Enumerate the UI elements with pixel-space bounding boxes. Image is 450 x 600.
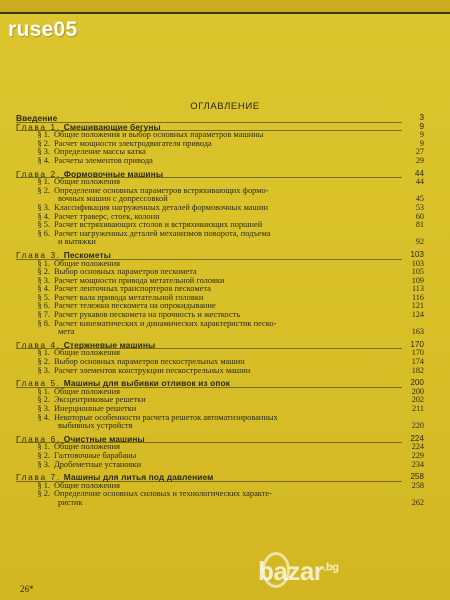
page-top-edge	[0, 0, 450, 14]
chapter-number: Глава 3.	[16, 249, 61, 260]
toc-entry-title: Выбор основных параметров пескомета	[54, 267, 197, 277]
toc-page-number: 211	[412, 404, 424, 413]
section-number: § 5.	[37, 292, 50, 302]
section-number: § 1.	[37, 258, 50, 268]
section-number: § 3.	[37, 404, 50, 413]
toc-entry-title: Определение массы катка	[54, 147, 146, 157]
toc-page-number: 9	[419, 121, 424, 131]
toc-entry-title: Некоторые особенности расчета решеток автоматизированных	[54, 412, 278, 422]
section-number: § 4.	[37, 284, 50, 294]
toc-entry-title: Расчет мощности привода метательной головки	[54, 275, 225, 285]
toc-section-row	[16, 422, 440, 431]
toc-entry-title: Определение основных силовых и технологических характе-	[54, 489, 272, 499]
toc-entry-title: Общие положения	[54, 442, 120, 452]
section-number: § 2.	[37, 489, 50, 499]
toc-page-number: 234	[411, 459, 424, 469]
toc-entry-title: Расчет тележки пескомета на опрокидывание	[54, 301, 216, 311]
toc-page-number: 113	[412, 284, 424, 294]
toc-page-number: 109	[411, 275, 424, 285]
toc-section-row	[16, 238, 440, 247]
section-number: § 1.	[37, 480, 50, 490]
toc-entry-title: Эксцентриковые решетки	[54, 395, 146, 405]
toc-page-number: 27	[415, 147, 424, 157]
toc-page-number: 29	[415, 155, 424, 165]
toc-page-number: 200	[410, 378, 424, 388]
toc-entry-title: Очистные машины	[63, 433, 145, 444]
toc-entry-title: Введение	[16, 113, 58, 123]
toc-page-number: 262	[411, 497, 424, 507]
toc-entry-title: Стержневые машины	[63, 339, 156, 350]
toc-page-number: 45	[415, 194, 424, 204]
section-number: § 2.	[37, 267, 50, 277]
section-number: § 3.	[37, 275, 50, 285]
section-number: § 1.	[37, 348, 50, 358]
toc-section-row	[16, 367, 440, 376]
toc-page-number: 121	[411, 301, 424, 311]
toc-entry-title: Дробеметные установки	[54, 459, 142, 469]
toc-entry-title: Смешивающие бегуны	[63, 121, 161, 132]
watermark	[258, 556, 338, 587]
chapter-number: Глава 7.	[16, 472, 61, 483]
toc-entry-title: Машины для литья под давлением	[63, 472, 214, 483]
toc-entry-title: Общие положения	[54, 258, 120, 268]
toc-page-number: 44	[414, 168, 424, 178]
section-number: § 4.	[37, 211, 50, 221]
toc-page-number: 44	[415, 177, 424, 187]
toc-entry-title: Классификация нагруженных деталей формовочных машин	[54, 202, 268, 212]
section-number: § 7.	[37, 310, 50, 320]
toc-page-number: 53	[415, 202, 424, 212]
section-number: § 6.	[37, 301, 50, 311]
section-number: § 4.	[37, 155, 50, 165]
section-number: § 1.	[37, 130, 50, 140]
toc-entry-title: Расчет нагруженных деталей механизмов поворота, подъема	[54, 228, 271, 238]
toc-page-number: 200	[411, 386, 424, 396]
toc-entry-title: Инерционные решетки	[54, 404, 137, 413]
toc-section-row	[16, 461, 440, 470]
section-number: § 2.	[37, 138, 50, 148]
section-number: § 3.	[37, 202, 50, 212]
section-number: § 1.	[37, 177, 50, 187]
toc-entry-title: Выбор основных параметров пескострельных машин	[54, 357, 245, 367]
table-of-contents	[16, 114, 440, 508]
toc-entry-title: Общие положения и выбор основных параметров машины	[54, 130, 264, 140]
chapter-number: Глава 6.	[16, 433, 61, 444]
toc-page-number: 105	[411, 267, 424, 277]
toc-page-number: 258	[411, 480, 424, 490]
toc-entry-title: Расчеты элементов привода	[54, 155, 153, 165]
toc-page-number: 170	[411, 348, 424, 358]
section-number: § 2.	[37, 395, 50, 405]
section-number: § 4.	[37, 412, 50, 422]
toc-page-number: 103	[411, 258, 424, 268]
toc-entry-title: Галтовочные барабаны	[54, 450, 137, 460]
toc-entry-title: Машины для выбивки отливок из опок	[63, 378, 230, 389]
toc-page-number: 182	[411, 365, 424, 375]
chapter-number: Глава 1.	[16, 121, 61, 132]
toc-entry-title: Расчет встряхивающих столов и встряхивающих поршней	[54, 220, 263, 230]
section-number: § 8.	[37, 318, 50, 328]
toc-entry-title: Расчет вала привода метательной головки	[54, 292, 204, 302]
toc-entry-title: Расчет мощности электродвигателя привода	[54, 138, 212, 148]
toc-page-number: 9	[419, 138, 424, 148]
toc-entry-title: Расчет элементов конструкции пескострельных машин	[54, 365, 251, 375]
toc-page-number: 220	[411, 421, 424, 431]
toc-entry-title: Расчет ленточных транспортеров пескомета	[54, 284, 211, 294]
toc-entry-title: Общие положения	[54, 348, 120, 358]
chapter-number: Глава 2.	[16, 168, 61, 179]
page-footer-number: 26*	[20, 584, 34, 594]
toc-entry-title: выбивных устройств	[58, 421, 133, 431]
toc-entry-title: Общие положения	[54, 177, 120, 187]
section-number: § 2.	[37, 450, 50, 460]
toc-page-number: 3	[419, 113, 424, 122]
watermark-text: bazar	[258, 556, 324, 586]
toc-entry-title: Расчет кинематических и динамических характеристик песко-	[54, 318, 277, 328]
toc-section-row	[16, 320, 440, 329]
chapter-number: Глава 5.	[16, 378, 61, 389]
toc-page-number: 224	[411, 442, 424, 452]
toc-page-number: 163	[411, 327, 424, 337]
toc-entry-title: вочных машин с допрессовкой	[58, 194, 168, 204]
toc-entry-title: Расчет траверс, стоек, колонн	[54, 211, 160, 221]
toc-section-row	[16, 499, 440, 508]
toc-page-number: 9	[419, 130, 424, 140]
toc-page-number: 224	[410, 433, 424, 443]
toc-entry-title: Определение основных параметров встряхивающих формо-	[54, 185, 269, 195]
toc-entry-title: Расчет рукавов пескомета на прочность и жесткость	[54, 310, 241, 320]
section-number: § 3.	[37, 147, 50, 157]
watermark-suffix: .bg	[323, 561, 339, 574]
toc-page-number: 103	[410, 249, 424, 259]
toc-entry-title: Общие положения	[54, 386, 120, 396]
toc-entry-title: ристик	[58, 497, 83, 507]
section-number: § 3.	[37, 459, 50, 469]
toc-entry-title: мета	[58, 327, 75, 337]
section-number: § 1.	[37, 442, 50, 452]
section-number: § 1.	[37, 386, 50, 396]
toc-page-number: 81	[415, 220, 424, 230]
toc-entry-title: Пескометы	[63, 249, 111, 260]
toc-page-number: 170	[410, 339, 424, 349]
chapter-number: Глава 4.	[16, 339, 61, 350]
toc-entry-title: и вытяжки	[58, 237, 96, 247]
section-number: § 5.	[37, 220, 50, 230]
toc-page-number: 60	[415, 211, 424, 221]
toc-page-number: 124	[411, 310, 424, 320]
toc-section-row	[16, 157, 440, 166]
toc-entry-title: Общие положения	[54, 480, 120, 490]
toc-page-number: 174	[411, 357, 424, 367]
toc-heading: ОГЛАВЛЕНИЕ	[190, 101, 260, 112]
toc-page-number: 258	[410, 472, 424, 482]
section-number: § 6.	[37, 228, 50, 238]
section-number: § 3.	[37, 365, 50, 375]
toc-page-number: 92	[415, 237, 424, 247]
toc-section-row	[16, 328, 440, 337]
toc-page-number: 202	[411, 395, 424, 405]
seller-label: ruse05	[8, 18, 78, 41]
section-number: § 2.	[37, 357, 50, 367]
section-number: § 2.	[37, 185, 50, 195]
toc-page-number: 229	[411, 450, 424, 460]
toc-entry-title: Формовочные машины	[63, 168, 164, 179]
toc-page-number: 116	[412, 292, 424, 302]
